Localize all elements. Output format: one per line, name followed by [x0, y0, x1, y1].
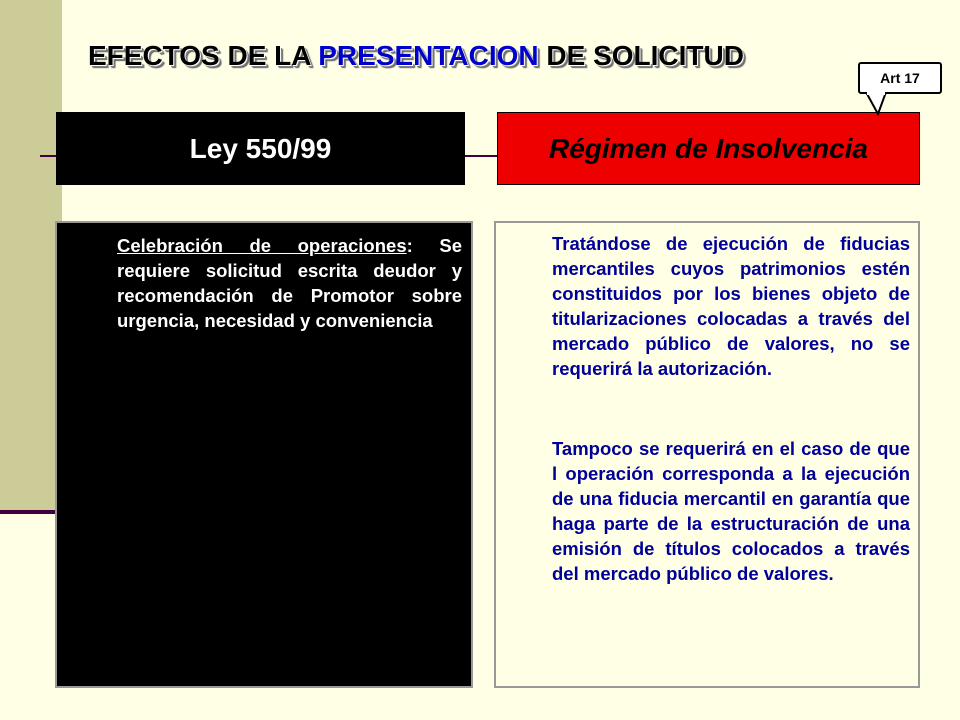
decorative-side-band: [0, 0, 62, 512]
ley-550-panel: [55, 221, 473, 688]
insolvencia-paragraph-1: Tratándose de ejecución de fiducias mercantiles cuyos patrimonios estén constituidos por los bienes objeto de titularizaciones colocadas a través del mercado público de valores, no se requerirá la autorización.: [552, 233, 910, 379]
ley-550-header: [56, 112, 465, 185]
regimen-insolvencia-header: [497, 112, 920, 185]
ley-550-text: [117, 233, 462, 333]
regimen-insolvencia-header-label: Régimen de Insolvencia: [549, 132, 868, 164]
art-17-callout: [858, 62, 942, 94]
title-accent: PRESENTACION: [318, 40, 539, 71]
insolvencia-paragraph-2: Tampoco se requerirá en el caso de que l operación corresponda a la ejecución de una fiducia mercantil en garantía que haga parte de la estructuración de una emisión de títulos colocados a través del mercado público de valores.: [552, 438, 910, 584]
regimen-insolvencia-panel: [494, 221, 920, 688]
ley-550-header-label: Ley 550/99: [189, 132, 332, 164]
title-part-2: DE SOLICITUD: [538, 40, 744, 71]
operation-description: Se requiere solicitud escrita deudor y recomendación de Promotor sobre urgencia, necesidad y conveniencia: [117, 235, 462, 331]
callout-pointer-icon: [866, 92, 896, 116]
operation-term: Celebración de operaciones: [117, 235, 407, 256]
operation-colon: :: [406, 235, 413, 256]
art-17-callout-label: Art 17: [880, 70, 920, 86]
title-part-1: EFECTOS DE LA: [88, 40, 319, 71]
slide-title: [88, 40, 744, 72]
connector-line-middle: [465, 155, 497, 157]
